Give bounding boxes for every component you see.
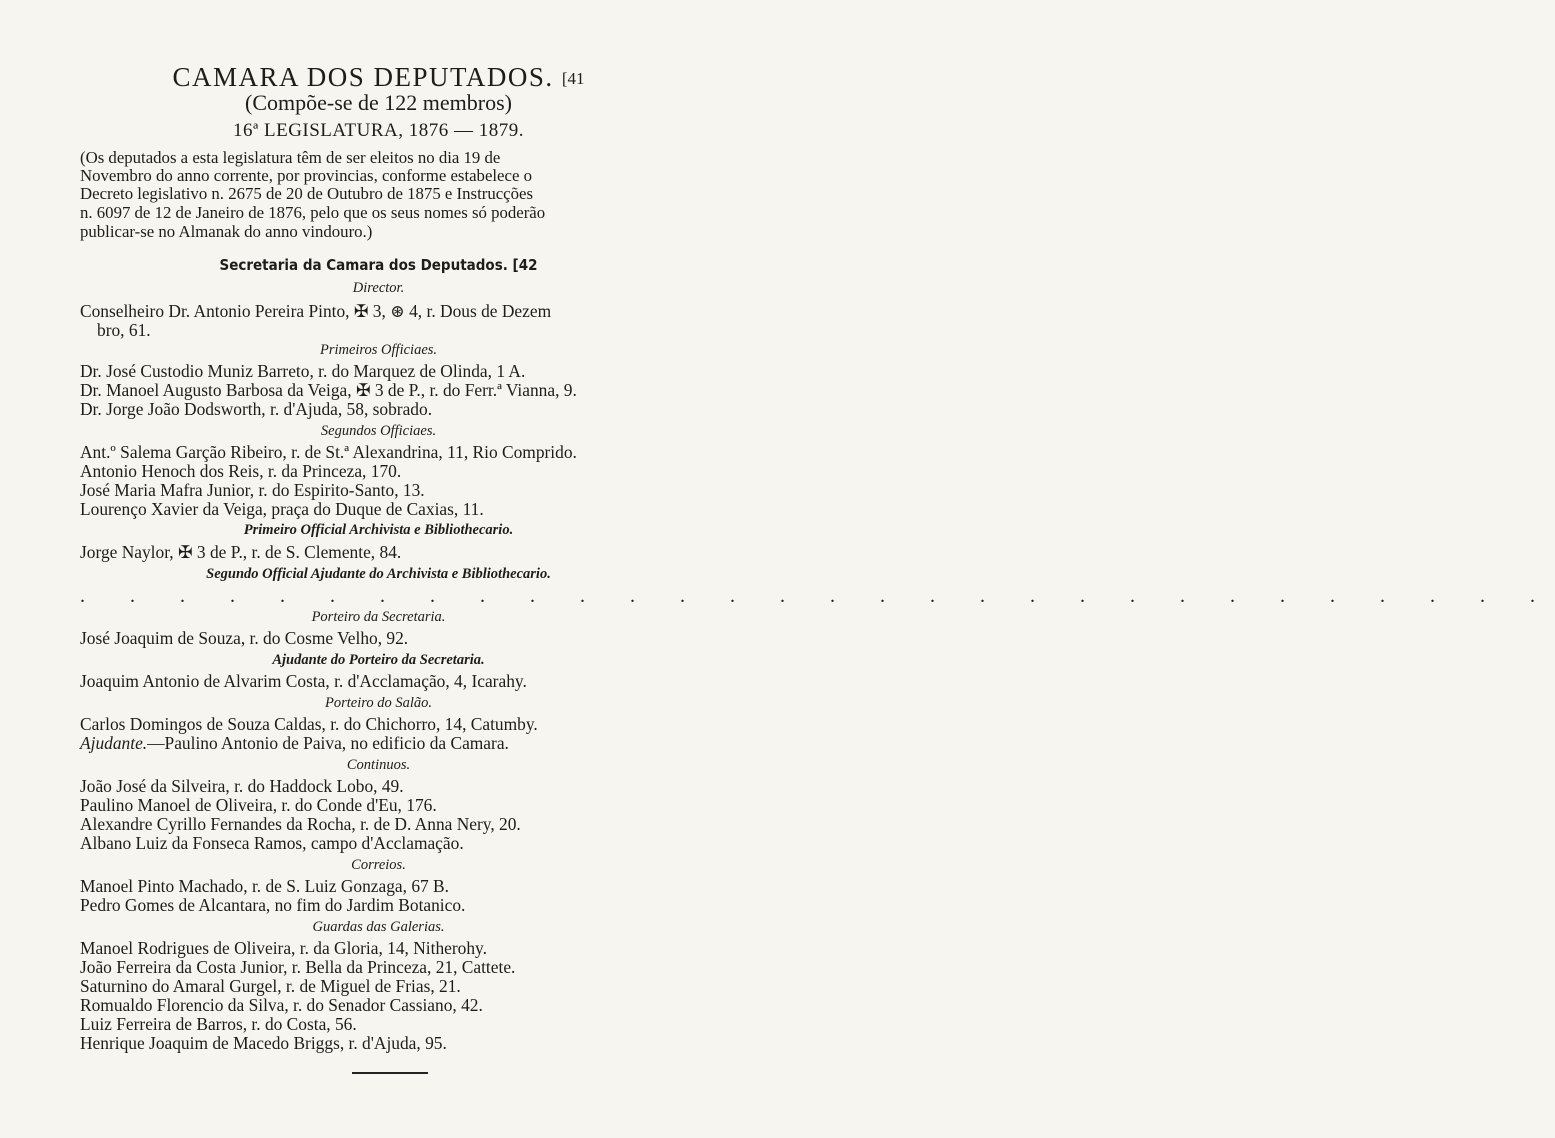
ajudante-text: —Paulino Antonio de Paiva, no edificio da Camara.	[147, 733, 509, 753]
section-heading-guardas: Guardas das Galerias.	[312, 919, 445, 935]
section-heading-segundo-archivista: Segundo Official Ajudante do Archivista e Bibliothecario.	[206, 566, 551, 582]
entry-line: Manoel Rodrigues de Oliveira, r. da Gloria, 14, Nitherohy.	[80, 938, 487, 958]
entry-line: Carlos Domingos de Souza Caldas, r. do Chichorro, 14, Catumby.	[80, 714, 538, 734]
entry-line: João José da Silveira, r. do Haddock Lobo, 49.	[80, 776, 404, 796]
section-heading-primeiros: Primeiros Officiaes.	[319, 342, 438, 358]
entry-line: Henrique Joaquim de Macedo Briggs, r. d'Ajuda, 95.	[80, 1033, 447, 1053]
section-heading-porteiro: Porteiro da Secretaria.	[311, 609, 446, 625]
entry-line: Lourenço Xavier da Veiga, praça do Duque de Caxias, 11.	[80, 499, 484, 519]
entry-line: Dr. Jorge João Dodsworth, r. d'Ajuda, 58, sobrado.	[80, 399, 433, 419]
intro-line: Novembro do anno corrente, por provincias, conforme estabelece o	[80, 166, 532, 185]
entry-line: Antonio Henoch dos Reis, r. da Princeza, 170.	[80, 461, 402, 481]
title-text: CAMARA DOS DEPUTADOS.	[172, 62, 554, 92]
entry-line: Saturnino do Amaral Gurgel, r. de Miguel de Frias, 21.	[80, 976, 461, 996]
ajudante-label: Ajudante.	[80, 733, 148, 753]
intro-line: Decreto legislativo n. 2675 de 20 de Outubro de 1875 e Instrucções	[80, 184, 533, 203]
entry-line: Albano Luiz da Fonseca Ramos, campo d'Acclamação.	[80, 833, 464, 853]
closing-rule	[352, 1072, 428, 1074]
section-heading-porteiro-salao: Porteiro do Salão.	[324, 695, 432, 711]
section-heading-ajudante-porteiro: Ajudante do Porteiro da Secretaria.	[272, 652, 485, 668]
entry-line: Jorge Naylor, ✠ 3 de P., r. de S. Clemente, 84.	[80, 542, 402, 562]
section-heading-correios: Correios.	[351, 857, 406, 873]
entry-line: João Ferreira da Costa Junior, r. Bella da Princeza, 21, Cattete.	[80, 957, 516, 977]
intro-line: publicar-se no Almanak do anno vindouro.)	[80, 222, 373, 241]
entry-line: Pedro Gomes de Alcantara, no fim do Jardim Botanico.	[80, 895, 466, 915]
intro-line: n. 6097 de 12 de Janeiro de 1876, pelo que os seus nomes só poderão	[80, 203, 546, 222]
entry-line: Manoel Pinto Machado, r. de S. Luiz Gonzaga, 67 B.	[80, 876, 449, 896]
entry-line: José Maria Mafra Junior, r. do Espirito-Santo, 13.	[80, 480, 425, 500]
entry-line: bro, 61.	[97, 320, 151, 340]
entry-line: Alexandre Cyrillo Fernandes da Rocha, r. de D. Anna Nery, 20.	[80, 814, 521, 834]
entry-line: Dr. José Custodio Muniz Barreto, r. do Marquez de Olinda, 1 A.	[80, 361, 526, 381]
secretaria-heading: Secretaria da Camara dos Deputados. [42	[219, 256, 538, 274]
entry-line: José Joaquim de Souza, r. do Cosme Velho, 92.	[80, 628, 409, 648]
entry-line: Conselheiro Dr. Antonio Pereira Pinto, ✠ 3, ⊛ 4, r. Dous de Dezem	[80, 301, 552, 321]
entry-line: Ant.º Salema Garção Ribeiro, r. de St.ª Alexandrina, 11, Rio Comprido.	[80, 442, 577, 462]
page-number: [41	[561, 69, 585, 88]
dotted-separator: . . . . . . . . . . . . . . . . . . . . . . . . . . . . . .	[80, 585, 1555, 607]
intro-line: (Os deputados a esta legislatura têm de ser eleitos no dia 19 de	[80, 148, 501, 167]
section-heading-director: Director.	[352, 280, 405, 296]
entry-line-ajudante	[80, 733, 509, 754]
page-title	[0, 62, 757, 93]
entry-line: Dr. Manoel Augusto Barbosa da Veiga, ✠ 3 de P., r. do Ferr.ª Vianna, 9.	[80, 380, 577, 400]
entry-line: Paulino Manoel de Oliveira, r. do Conde d'Eu, 176.	[80, 795, 437, 815]
entry-line: Romualdo Florencio da Silva, r. do Senador Cassiano, 42.	[80, 995, 483, 1015]
section-heading-primeiro-archivista: Primeiro Official Archivista e Bibliothecario.	[243, 522, 514, 538]
entry-line: Joaquim Antonio de Alvarim Costa, r. d'Acclamação, 4, Icarahy.	[80, 671, 527, 691]
page-subtitle: (Compõe-se de 122 membros)	[245, 90, 512, 115]
section-heading-continuos: Continuos.	[346, 757, 411, 773]
legislature-heading: 16ª LEGISLATURA, 1876 — 1879.	[232, 120, 524, 141]
section-heading-segundos: Segundos Officiaes.	[320, 423, 437, 439]
entry-line: Luiz Ferreira de Barros, r. do Costa, 56.	[80, 1014, 357, 1034]
